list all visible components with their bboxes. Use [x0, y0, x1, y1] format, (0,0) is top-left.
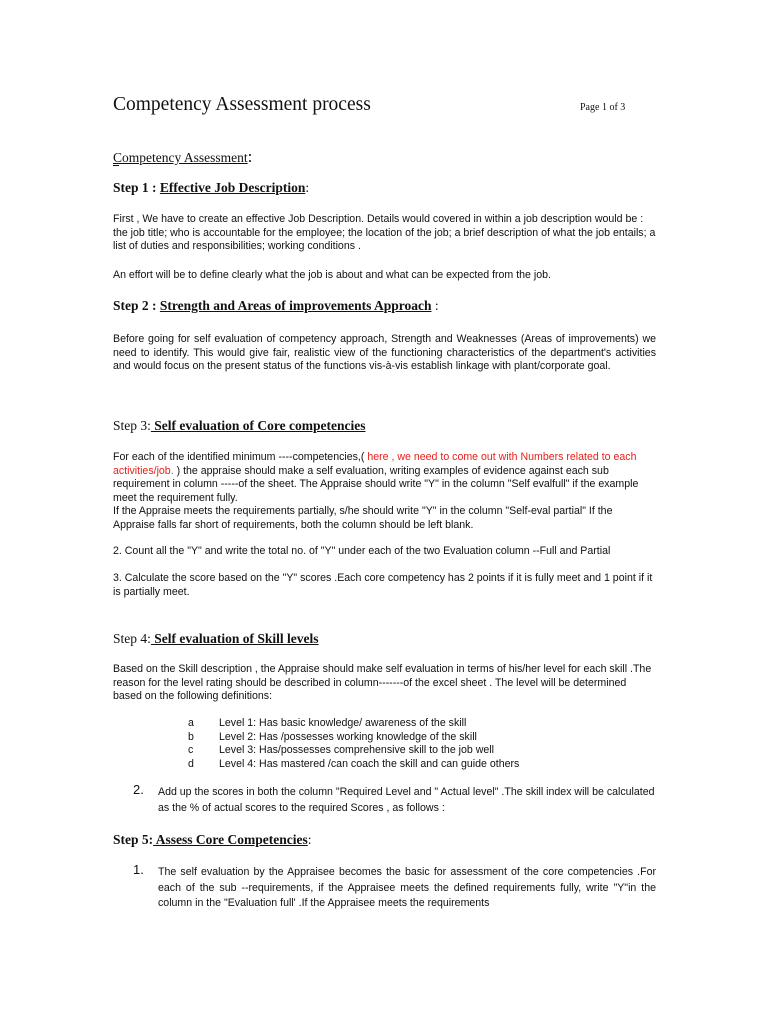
level-key: c: [188, 744, 194, 756]
step1-label: Step 1 :: [113, 180, 157, 195]
section-heading: [113, 147, 252, 167]
step5-heading: [113, 832, 312, 848]
heading-dash: [113, 165, 119, 166]
step2-label: Step 2 :: [113, 298, 157, 313]
step2-paragraph-1: Before going for self evaluation of competency approach, Strength and Weaknesses (Areas of improvements) we need to identify. This would give fair, realistic view of the functioning characteristics of the department's activities and would focus on the present status of the functions vis-à-vis establish linkage with plant/corporate goal.: [113, 333, 656, 372]
document-title: Competency Assessment process: [113, 94, 371, 115]
step1-heading: [113, 180, 309, 196]
level-key: a: [188, 717, 194, 729]
level-item: [188, 731, 519, 745]
step4-title: Self evaluation of Skill levels: [150, 631, 319, 646]
step4-paragraph-1: Based on the Skill description , the Appraise should make self evaluation in terms of his/her level for each skill .The reason for the level rating should be described in column-------of the excel sheet . The level will be determined based on the following definitions:: [113, 663, 652, 702]
step3-paragraph-2: 2. Count all the "Y" and write the total no. of "Y" under each of the two Evaluation column --Full and Partial: [113, 545, 611, 557]
step3-paragraph-3: 3. Calculate the score based on the "Y" scores .Each core competency has 2 points if it is fully meet and 1 point if it is partially meet.: [113, 572, 653, 598]
step4-numbered-item: [133, 782, 656, 816]
step5-suffix: :: [307, 832, 312, 847]
level-text: Level 2: Has /possesses working knowledge of the skill: [219, 730, 477, 743]
step3-red-note: here , we need to come out with Numbers related to each activities/job.: [113, 451, 637, 477]
level-key: d: [188, 757, 194, 770]
level-text: Level 4: Has mastered /can coach the skill and can guide others: [219, 757, 520, 770]
level-item: [188, 744, 519, 758]
step5-numbered-item: [133, 862, 656, 912]
step1-paragraph-2: An effort will be to define clearly what the job is about and what can be expected from the job.: [113, 269, 551, 281]
level-item: [188, 717, 519, 731]
item-text: The self evaluation by the Appraisee becomes the basic for assessment of the core competencies .For each of the sub --requirements, if the Appraisee meets the defined requirements fully, write "Y"in the column in the "Evaluation full' .If the Appraisee meets the requirements: [158, 866, 656, 909]
level-text: Level 1: Has basic knowledge/ awareness of the skill: [219, 717, 467, 729]
step4-label: Step 4:: [113, 631, 151, 646]
step3-heading: [113, 418, 365, 434]
item-text: Add up the scores in both the column "Required Level and " Actual level" .The skill index will be calculated as the % of actual scores to the required Scores , as follows :: [158, 786, 655, 814]
item-number: 2.: [133, 782, 144, 797]
item-number: 1.: [133, 862, 144, 877]
step2-suffix: :: [431, 298, 439, 313]
step5-title: Assess Core Competencies: [153, 832, 308, 847]
level-definitions: [188, 717, 519, 771]
level-text: Level 3: Has/possesses comprehensive skill to the job well: [219, 744, 494, 756]
step3-text-a: For each of the identified minimum ----competencies,(: [113, 451, 368, 463]
step3-label: Step 3:: [113, 418, 151, 433]
step3-text-b: ) the appraise should make a self evaluation, writing examples of evidence against each sub requirement in column -----of the sheet. The Appraise should write "Y" in the column "Self evalfull" if the example meet the requirement fully.: [113, 464, 639, 504]
step1-title: Effective Job Description: [159, 180, 306, 195]
level-key: b: [188, 730, 194, 743]
level-item: [188, 758, 519, 772]
step4-heading: [113, 631, 319, 647]
step2-title: Strength and Areas of improvements Approach: [159, 298, 432, 313]
step1-suffix: :: [305, 180, 310, 195]
step3-title: Self evaluation of Core competencies: [150, 418, 366, 433]
step5-label: Step 5:: [113, 832, 154, 847]
section-heading-text: Competency Assessment: [113, 150, 248, 165]
step3-text-c: If the Appraise meets the requirements partially, s/he should write "Y" in the column "Self-eval partial" If the Appraise falls far short of requirements, both the column should be left blank.: [113, 505, 613, 531]
section-heading-colon: :: [247, 147, 253, 166]
page-number: Page 1 of 3: [580, 102, 626, 113]
step1-paragraph-1: First , We have to create an effective Job Description. Details would covered in within a job description would be : the job title; who is accountable for the employee; the location of the job; a brief description of what the job entails; a list of duties and responsibilities; working conditions .: [113, 213, 656, 252]
step2-heading: [113, 298, 439, 314]
step3-paragraph-1: [113, 451, 656, 532]
